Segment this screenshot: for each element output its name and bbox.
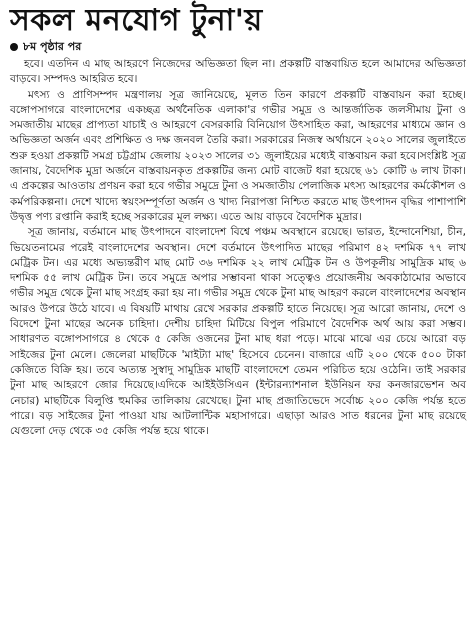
paragraph-1: হবে। এতদিন এ মাছ আহরণে নিজেদের অভিজ্ঞতা ছিল না। প্রকল্পটি বাস্তবায়িত হলে আমাদের অভিজ্ঞতা বাড়বে। সম্পদও আহরিত হবে। — [10, 58, 466, 86]
continued-from-label: ৮ম পৃষ্ঠার পর — [23, 40, 82, 53]
headline: সকল মনযোগ টুনা'য় — [10, 3, 263, 38]
bullet-icon — [10, 43, 18, 51]
continued-from-line — [10, 40, 466, 54]
paragraph-3: সূত্র জানায়, বর্তমানে মাছ উৎপাদনে বাংলাদেশ বিশ্বে পঞ্চম অবস্থানে রয়েছে। ভারত, ইন্দোনেশিয়া, চীন, ভিয়েতনামের পরেই বাংলাদেশের অবস্থান। দেশে বর্তমানে উৎপাদিত মাছের পরিমাণ ৪২ দশমিক ৭৭ লাখ মেট্রিক টন। এর মধ্যে অভ্যন্তরীণ মাছ মোট ৩৬ দশমিক ২২ লাখ মেট্রিক টন ও উপকূলীয় সামুদ্রিক মাছ ৬ দশমিক ৫৫ লাখ মেট্রিক টন। তবে সমুদ্রে অপার সম্ভাবনা থাকা সত্ত্বেও প্রয়োজনীয় অবকাঠামোর অভাবে গভীর সমুদ্র থেকে টুনা মাছ সংগ্রহ করা হয় না। গভীর সমুদ্র থেকে টুনা মাছ আহরণ করলে বাংলাদেশের অবস্থান আরও উপরে উঠে যাবে। এ বিষয়টি মাথায় রেখে সরকার প্রকল্পটি হাতে নিয়েছে। সূত্র আরো জানায়, দেশে ও বিদেশে টুনা মাছের অনেক চাহিদা। দেশীয় চাহিদা মিটিয়ে বিপুল পরিমাণে বৈদেশিক অর্থ আয় করা সম্ভব। সাধারণত বঙ্গোপসাগরে ৪ থেকে ৫ কেজি ওজনের টুনা মাছ ধরা পড়ে। মাঝে মাঝে এর চেয়ে আরো বড় সাইজের টুনা মেলে। জেলেরা মাছটিকে 'মাইট্যা মাছ' হিসেবে চেনেন। বাজারে এটি ২০০ থেকে ৫০০ টাকা কেজিতে বিক্রি হয়। তবে অত্যন্ত সুস্বাদু সামুদ্রিক মাছটি বাংলাদেশে তেমন পরিচিত হয়ে ওঠেনি। তাই সরকার টুনা মাছ আহরণে জোর দিয়েছে।এদিকে আইইউসিএন (ইন্টারন্যাশনাল ইউনিয়ন ফর কনজারভেশন অব নেচার) মাছটিকে বিলুপ্তি হুমকির তালিকায় রেখেছে। টুনা মাছ প্রজাতিভেদে সর্বোচ্চ ২০০ কেজি পর্যন্ত হতে পারে। বড় সাইজের টুনা পাওয়া যায় আটলান্টিক মহাসাগরে। এছাড়া আরও সাত ধরনের টুনা মাছ রয়েছে যেগুলো দেড় থেকে ৩৫ কেজি পর্যন্ত হয়ে থাকে। — [10, 226, 466, 438]
article-body — [10, 57, 466, 439]
paragraph-2: মৎস্য ও প্রাণিসম্পদ মন্ত্রণালয় সূত্র জানিয়েছে, মূলত তিন কারণে প্রকল্পটি বাস্তবায়ন করা হচ্ছে। বঙ্গোপসাগরে বাংলাদেশের একচ্ছত্র অর্থনৈতিক এলাকা'র গভীর সমুদ্র ও আন্তর্জাতিক জলসীমায় টুনা ও সমজাতীয় মাছের প্রাপ্যতা যাচাই ও আহরণে বেসরকারি বিনিয়োগ উৎসাহিত করা, আহরণের মাধ্যমে জ্ঞান ও অভিজ্ঞতা অর্জন এবং প্রশিক্ষিত ও দক্ষ জনবল তৈরি করা। সরকারের নিজস্ব অর্থায়নে ২০২০ সালের জুলাইতে শুরু হওয়া প্রকল্পটি সমগ্র চট্টগ্রাম জেলায় ২০২৩ সালের ৩১ জুলাইয়ের মধ্যেই বাস্তবায়ন করা হবে।সংশ্লিষ্ট সূত্র জানায়, বৈদেশিক মুদ্রা অর্জনে বাস্তবায়নকৃত প্রকল্পটির জন্য মোট বাজেট ধরা হয়েছে ৬১ কোটি ৬ লাখ টাকা। এ প্রকল্পের আওতায় প্রণয়ন করা হবে গভীর সমুদ্রে টুনা ও সমজাতীয় পেলাজিক মৎস্য আহরণের কর্মকৌশল ও কর্মপরিকল্পনা। দেশে খাদ্যে স্বয়ংসম্পূর্ণতা অর্জন ও খাদ্য নিরাপত্তা নিশ্চিত করতে মাছ উৎপাদন বৃদ্ধির পাশাপাশি উদ্বৃত্ত পণ্য রপ্তানি করাই হচ্ছে সরকারের মূল লক্ষ্য। এতে আয় বাড়বে বৈদেশিক মুদ্রার। — [10, 88, 466, 223]
